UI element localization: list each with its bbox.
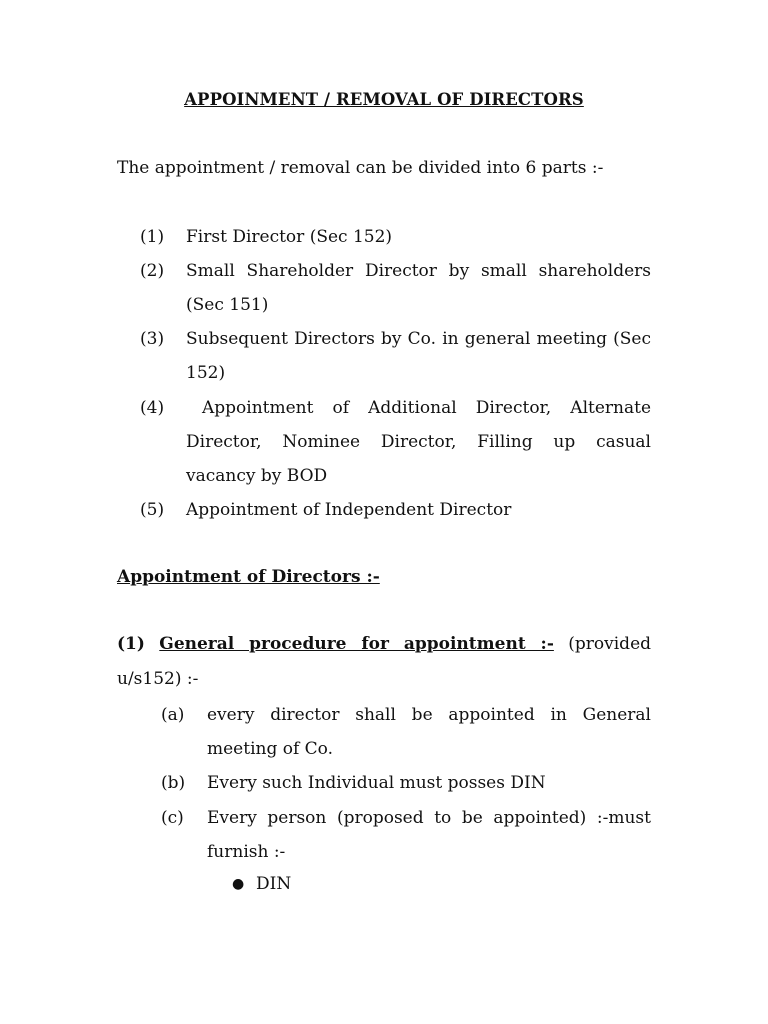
bullet-icon: ● xyxy=(232,876,245,892)
bullet-text: DIN xyxy=(256,874,292,894)
list-text: First Director (Sec 152) xyxy=(186,227,393,247)
subsection-number: (1) xyxy=(117,634,145,654)
list-letter: (a) xyxy=(161,705,185,725)
subsection-title: General procedure for appointment :- xyxy=(159,634,554,654)
list-text: vacancy by BOD xyxy=(186,466,328,486)
list-text: Appointment of Independent Director xyxy=(186,500,512,520)
list-text: furnish :- xyxy=(207,842,286,862)
list-number: (1) xyxy=(140,227,165,247)
section-heading: Appointment of Directors :- xyxy=(117,567,380,587)
list-text: 152) xyxy=(186,363,226,383)
list-text: Subsequent Directors by Co. in general meeting (Sec xyxy=(186,329,651,349)
list-text: every director shall be appointed in General xyxy=(207,705,651,725)
list-text: Every person (proposed to be appointed) :-must xyxy=(207,808,651,828)
list-text: Small Shareholder Director by small shareholders xyxy=(186,261,651,281)
page-title: APPOINMENT / REMOVAL OF DIRECTORS xyxy=(184,90,584,109)
list-text: Appointment of Additional Director, Alternate xyxy=(202,398,651,418)
list-text: Every such Individual must posses DIN xyxy=(207,773,546,793)
list-text: Director, Nominee Director, Filling up casual xyxy=(186,432,651,452)
list-number: (3) xyxy=(140,329,165,349)
intro-paragraph: The appointment / removal can be divided into 6 parts :- xyxy=(117,158,604,178)
list-text: meeting of Co. xyxy=(207,739,334,759)
subsection-continuation: u/s152) :- xyxy=(117,669,199,689)
list-number: (5) xyxy=(140,500,165,520)
list-number: (2) xyxy=(140,261,165,281)
list-letter: (c) xyxy=(161,808,184,828)
list-letter: (b) xyxy=(161,773,186,793)
subsection-after: (provided xyxy=(568,634,652,654)
list-text: (Sec 151) xyxy=(186,295,269,315)
subsection-heading xyxy=(117,634,651,654)
list-number: (4) xyxy=(140,398,165,418)
